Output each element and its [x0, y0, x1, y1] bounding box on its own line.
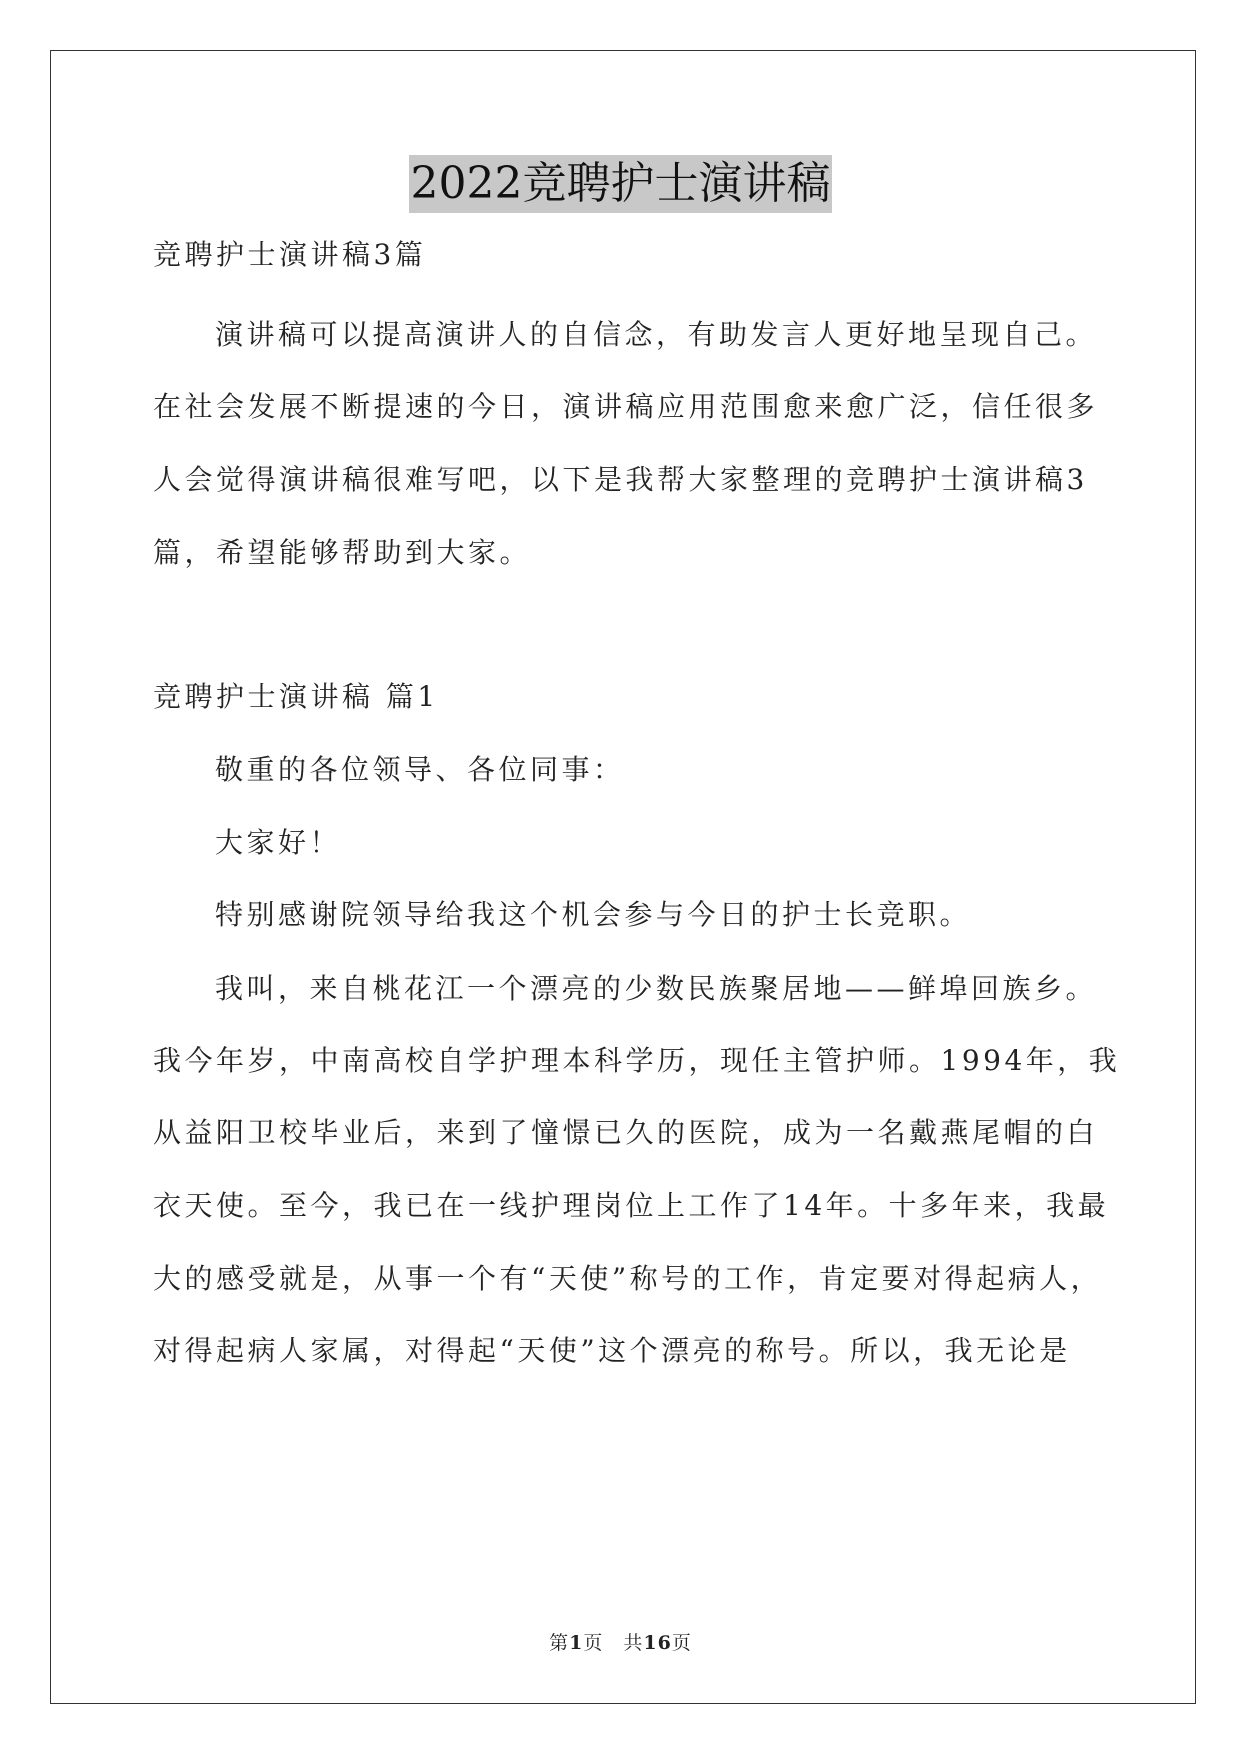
paragraph-line: 大家好！ [215, 826, 342, 859]
document-title: 2022竞聘护士演讲稿 [409, 155, 833, 213]
subtitle-line: 竞聘护士演讲稿3篇 [153, 238, 427, 271]
footer-page-mid: 页 共 [583, 1632, 644, 1654]
footer-total-pages: 16 [643, 1632, 672, 1654]
paragraph-line: 在社会发展不断提速的今日，演讲稿应用范围愈来愈广泛，信任很多 [153, 390, 1099, 423]
footer-page-number: 1 [569, 1632, 584, 1654]
paragraph-line: 人会觉得演讲稿很难写吧，以下是我帮大家整理的竞聘护士演讲稿3 [153, 463, 1088, 496]
paragraph-line: 演讲稿可以提高演讲人的自信念，有助发言人更好地呈现自己。 [215, 318, 1098, 351]
footer-page-suffix: 页 [671, 1632, 692, 1654]
paragraph-line: 对得起病人家属，对得起“天使”这个漂亮的称号。所以，我无论是 [153, 1334, 1071, 1367]
paragraph-line: 从益阳卫校毕业后，来到了憧憬已久的医院，成为一名戴燕尾帽的白 [153, 1116, 1099, 1149]
paragraph-line: 我今年岁，中南高校自学护理本科学历，现任主管护师。1994年，我 [153, 1044, 1121, 1077]
section-heading: 竞聘护士演讲稿 篇1 [153, 680, 439, 713]
paragraph-line: 敬重的各位领导、各位同事： [215, 753, 625, 786]
footer-page-prefix: 第 [549, 1632, 570, 1654]
page-border [50, 50, 1196, 1704]
paragraph-line: 大的感受就是，从事一个有“天使”称号的工作，肯定要对得起病人， [153, 1262, 1103, 1295]
paragraph-line: 我叫，来自桃花江一个漂亮的少数民族聚居地——鲜埠回族乡。 [215, 972, 1098, 1005]
paragraph-line: 篇，希望能够帮助到大家。 [153, 536, 532, 569]
paragraph-line: 衣天使。至今，我已在一线护理岗位上工作了14年。十多年来，我最 [153, 1189, 1110, 1222]
page-footer [0, 1628, 1241, 1655]
paragraph-line: 特别感谢院领导给我这个机会参与今日的护士长竞职。 [215, 898, 972, 931]
title-wrap [0, 155, 1241, 213]
